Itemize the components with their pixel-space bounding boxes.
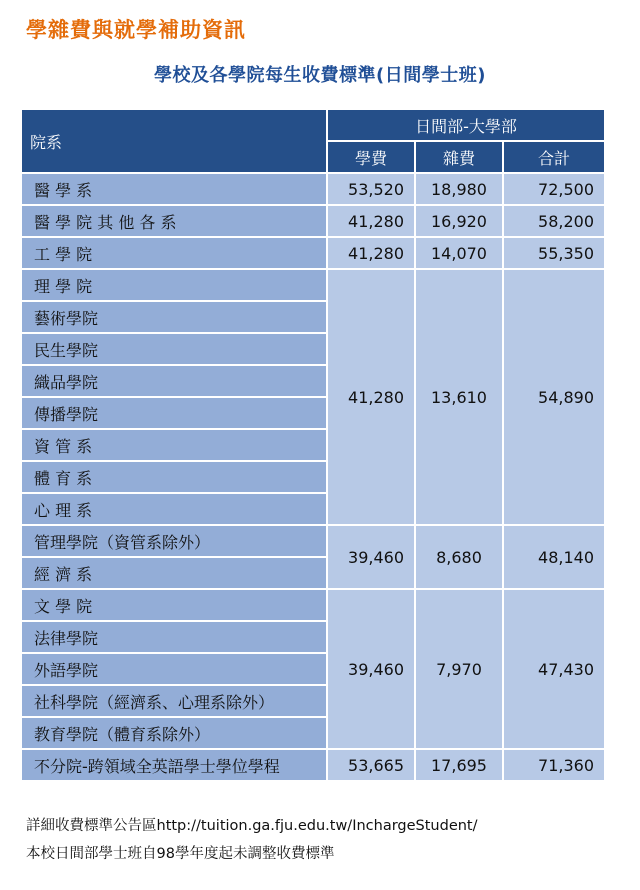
department-name: 體 育 系 xyxy=(21,461,327,493)
department-name: 不分院-跨領域全英語學士學位學程 xyxy=(21,749,327,781)
department-name: 教育學院（體育系除外） xyxy=(21,717,327,749)
table-row xyxy=(21,173,605,205)
table-row xyxy=(21,589,605,621)
department-name: 管理學院（資管系除外） xyxy=(21,525,327,557)
department-name: 心 理 系 xyxy=(21,493,327,525)
misc-fee-value: 7,970 xyxy=(415,589,503,749)
table-row xyxy=(21,269,605,301)
tuition-value: 39,460 xyxy=(327,525,415,589)
department-name: 藝術學院 xyxy=(21,301,327,333)
header-department: 院系 xyxy=(21,109,327,173)
fee-table xyxy=(20,108,606,782)
header-total: 合計 xyxy=(503,141,605,173)
tuition-value: 41,280 xyxy=(327,237,415,269)
department-name: 資 管 系 xyxy=(21,429,327,461)
header-tuition: 學費 xyxy=(327,141,415,173)
department-name: 經 濟 系 xyxy=(21,557,327,589)
tuition-value: 53,665 xyxy=(327,749,415,781)
tuition-value: 41,280 xyxy=(327,205,415,237)
misc-fee-value: 14,070 xyxy=(415,237,503,269)
misc-fee-value: 13,610 xyxy=(415,269,503,525)
header-group: 日間部-大學部 xyxy=(327,109,605,141)
header-misc-fee: 雜費 xyxy=(415,141,503,173)
misc-fee-value: 8,680 xyxy=(415,525,503,589)
table-row xyxy=(21,237,605,269)
department-name: 傳播學院 xyxy=(21,397,327,429)
total-value: 47,430 xyxy=(503,589,605,749)
department-name: 醫 學 系 xyxy=(21,173,327,205)
page-title: 學雜費與就學補助資訊 xyxy=(26,18,246,42)
total-value: 58,200 xyxy=(503,205,605,237)
tuition-value: 53,520 xyxy=(327,173,415,205)
total-value: 55,350 xyxy=(503,237,605,269)
fee-table-body xyxy=(21,173,605,781)
department-name: 民生學院 xyxy=(21,333,327,365)
footer-policy-note: 本校日間部學士班自98學年度起未調整收費標準 xyxy=(26,846,335,862)
table-row xyxy=(21,749,605,781)
table-row xyxy=(21,525,605,557)
total-value: 48,140 xyxy=(503,525,605,589)
department-name: 外語學院 xyxy=(21,653,327,685)
page-subtitle: 學校及各學院每生收費標準(日間學士班) xyxy=(154,65,486,86)
total-value: 72,500 xyxy=(503,173,605,205)
misc-fee-value: 16,920 xyxy=(415,205,503,237)
misc-fee-value: 18,980 xyxy=(415,173,503,205)
department-name: 法律學院 xyxy=(21,621,327,653)
table-row xyxy=(21,205,605,237)
department-name: 織品學院 xyxy=(21,365,327,397)
misc-fee-value: 17,695 xyxy=(415,749,503,781)
department-name: 工 學 院 xyxy=(21,237,327,269)
department-name: 醫 學 院 其 他 各 系 xyxy=(21,205,327,237)
total-value: 71,360 xyxy=(503,749,605,781)
department-name: 社科學院（經濟系、心理系除外） xyxy=(21,685,327,717)
footer-link-note: 詳細收費標準公告區http://tuition.ga.fju.edu.tw/InchargeStudent/ xyxy=(26,818,478,834)
department-name: 文 學 院 xyxy=(21,589,327,621)
tuition-value: 41,280 xyxy=(327,269,415,525)
total-value: 54,890 xyxy=(503,269,605,525)
department-name: 理 學 院 xyxy=(21,269,327,301)
tuition-value: 39,460 xyxy=(327,589,415,749)
